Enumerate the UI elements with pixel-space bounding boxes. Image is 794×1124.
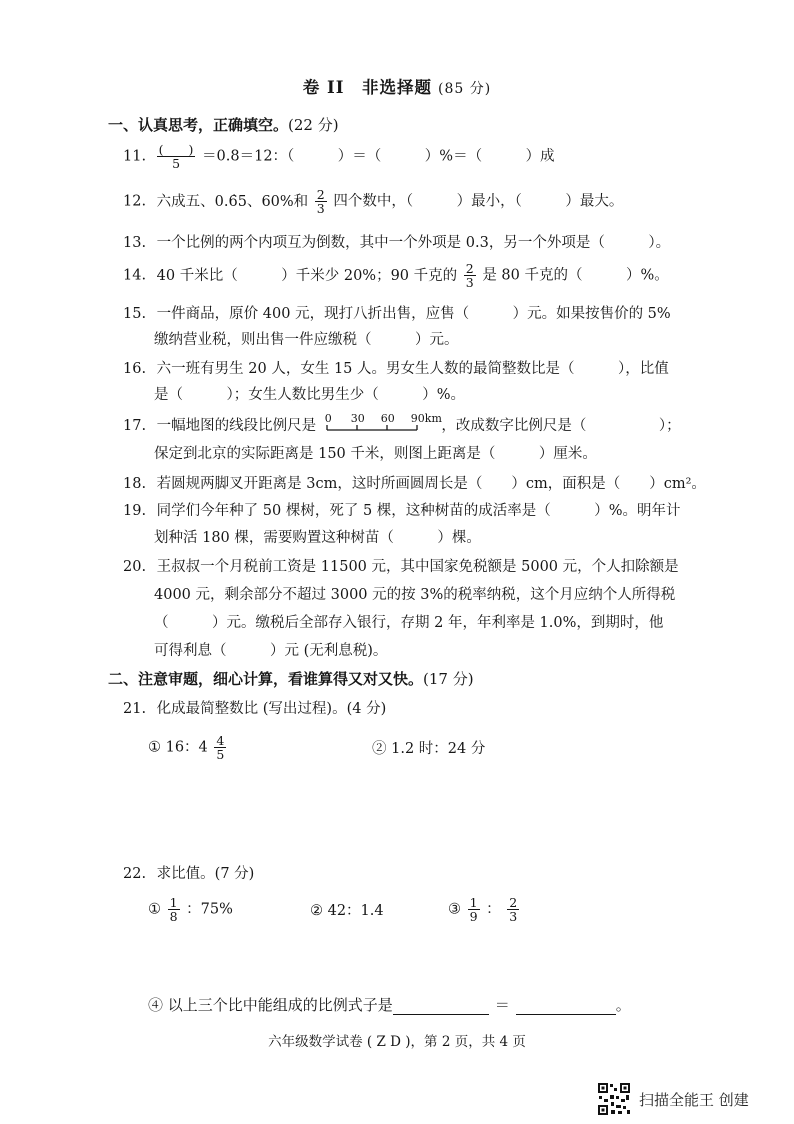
section-2-heading xyxy=(108,668,474,689)
paper-title-score: (85 分) xyxy=(437,81,492,97)
fraction-numerator: 2 xyxy=(465,261,474,276)
fraction-denominator: 5 xyxy=(172,156,181,171)
fraction-numerator: ( ) xyxy=(158,142,194,157)
question-22-part-3 xyxy=(448,896,521,923)
fraction-denominator: 3 xyxy=(465,275,474,290)
paper-title-text: 卷 II 非选择题 xyxy=(302,78,432,97)
question-number: 17. xyxy=(123,418,147,434)
fraction xyxy=(157,143,196,170)
answer-blank[interactable] xyxy=(516,996,616,1015)
question-12 xyxy=(123,188,623,215)
question-text: 4000 元，剩余部分不超过 3000 元的按 3%的税率纳税，这个月应纳个人所得税 xyxy=(154,587,676,603)
page-footer: 六年级数学试卷 ( Z D )，第 2 页，共 4 页 xyxy=(268,1034,526,1050)
fraction xyxy=(168,896,180,923)
section-2-score: (17 分) xyxy=(423,670,474,688)
period: 。 xyxy=(615,996,631,1014)
line-scale-bar xyxy=(324,412,442,437)
scanner-watermark xyxy=(597,1082,749,1116)
paper-title xyxy=(0,74,794,98)
fraction-denominator: 3 xyxy=(316,201,325,216)
question-21-part-2 xyxy=(372,737,485,758)
question-text: 40 千米比（ ）千米少 20%；90 千克的 xyxy=(156,267,458,284)
question-15 xyxy=(123,302,671,323)
ratio-colon: ： xyxy=(486,901,501,918)
question-text: 同学们今年种了 50 棵树，死了 5 棵，这种树苗的成活率是（ ）%。明年计 xyxy=(156,503,681,519)
section-1-heading xyxy=(108,114,339,135)
section-1-label: 一、认真思考，正确填空。 xyxy=(108,116,289,134)
fraction-denominator: 9 xyxy=(469,909,478,924)
item-marker: ③ xyxy=(448,901,461,918)
qr-code-icon xyxy=(597,1082,631,1116)
fraction-denominator: 5 xyxy=(216,747,225,762)
question-text: 可得利息（ ）元 (无利息税)。 xyxy=(154,643,388,659)
watermark-text: 扫描全能王 创建 xyxy=(639,1090,749,1109)
section-1-score: (22 分) xyxy=(288,116,339,134)
scale-tick-label: 90km xyxy=(410,412,442,425)
question-text: 一件商品，原价 400 元，现打八折出售，应售（ ）元。如果按售价的 5% xyxy=(156,306,671,322)
fraction xyxy=(315,188,327,215)
question-text: ＝0.8＝12：（ ）＝（ ）%＝（ ）成 xyxy=(202,148,555,165)
question-text: 若圆规两脚叉开距离是 3cm，这时所画圆周长是（ ）cm，面积是（ ）cm²。 xyxy=(156,476,706,492)
question-number: 18. xyxy=(123,476,147,492)
question-20 xyxy=(123,555,679,576)
question-text: 王叔叔一个月税前工资是 11500 元，其中国家免税额是 5000 元，个人扣除额是 xyxy=(156,559,679,575)
section-2-label: 二、注意审题，细心计算，看谁算得又对又快。 xyxy=(108,670,424,688)
fraction-numerator: 1 xyxy=(169,895,178,910)
fraction xyxy=(507,896,519,923)
question-text: ② 42：1.4 xyxy=(310,903,384,919)
question-text: ④ 以上三个比中能组成的比例式子是 xyxy=(148,996,393,1014)
question-16 xyxy=(123,357,669,378)
question-number: 22. xyxy=(123,866,147,882)
question-22-part-2 xyxy=(310,899,384,920)
question-text: ：75% xyxy=(186,901,233,918)
question-number: 21. xyxy=(123,701,147,717)
question-20-line-2 xyxy=(154,583,675,604)
question-19-line-2 xyxy=(154,526,481,547)
question-22-part-1 xyxy=(148,896,233,923)
question-13 xyxy=(123,231,670,252)
question-text: 六一班有男生 20 人，女生 15 人。男女生人数的最简整数比是（ ），比值 xyxy=(156,361,669,377)
fraction xyxy=(214,734,226,761)
question-text: 一个比例的两个内项互为倒数，其中一个外项是 0.3，另一个外项是（ ）。 xyxy=(156,235,671,251)
question-number: 13. xyxy=(123,235,147,251)
question-15-line-2 xyxy=(154,328,459,349)
fraction-denominator: 3 xyxy=(509,909,518,924)
answer-blank[interactable] xyxy=(393,996,489,1015)
question-text: 缴纳营业税，则出售一件应缴税（ ）元。 xyxy=(154,332,459,348)
question-18 xyxy=(123,472,706,493)
item-marker: ① xyxy=(148,901,161,918)
fraction xyxy=(464,262,476,289)
fraction-numerator: 4 xyxy=(216,733,225,748)
question-21 xyxy=(123,697,386,718)
question-16-line-2 xyxy=(154,383,465,404)
question-text: ② 1.2 时：24 分 xyxy=(372,741,486,757)
fraction-denominator: 8 xyxy=(169,909,178,924)
question-number: 19. xyxy=(123,503,147,519)
question-22-part-4 xyxy=(148,994,631,1015)
question-text: 化成最简整数比 (写出过程)。(4 分) xyxy=(156,701,387,717)
question-21-part-1 xyxy=(148,734,228,761)
question-text: 四个数中，（ ）最小，（ ）最大。 xyxy=(333,193,624,210)
question-text: 是（ ）；女生人数比男生少（ ）%。 xyxy=(154,387,466,403)
scale-tick-label: 0 xyxy=(324,412,332,425)
fraction-numerator: 2 xyxy=(509,895,518,910)
question-11 xyxy=(123,143,555,170)
question-19 xyxy=(123,499,681,520)
question-number: 14. xyxy=(123,267,147,284)
question-17-line-2 xyxy=(154,442,597,463)
equals-sign: ＝ xyxy=(494,996,510,1014)
question-text: 是 80 千克的（ ）%。 xyxy=(482,267,669,284)
question-text: ，改成数字比例尺是（ ）； xyxy=(441,418,681,434)
question-number: 11. xyxy=(123,148,147,165)
question-22 xyxy=(123,862,254,883)
question-text: ① 16：4 xyxy=(148,739,208,756)
fraction-numerator: 1 xyxy=(469,895,478,910)
question-number: 12. xyxy=(123,193,147,210)
question-14 xyxy=(123,262,669,289)
scale-tick-label: 60 xyxy=(380,412,395,425)
question-text: 保定到北京的实际距离是 150 千米，则图上距离是（ ）厘米。 xyxy=(154,446,597,462)
question-20-line-3 xyxy=(154,611,663,632)
scale-tick-label: 30 xyxy=(350,412,365,425)
question-text: 求比值。(7 分) xyxy=(156,866,255,882)
question-text: （ ）元。缴税后全部存入银行，存期 2 年，年利率是 1.0%，到期时，他 xyxy=(154,615,664,631)
question-17 xyxy=(123,414,681,437)
question-text: 一幅地图的线段比例尺是 xyxy=(156,418,317,434)
question-number: 20. xyxy=(123,559,147,575)
fraction-numerator: 2 xyxy=(316,187,325,202)
question-text: 六成五、0.6̇5、60%和 xyxy=(156,193,309,210)
question-20-line-4 xyxy=(154,639,387,660)
question-text: 划种活 180 棵，需要购置这种树苗（ ）棵。 xyxy=(154,530,481,546)
question-number: 15. xyxy=(123,306,147,322)
question-number: 16. xyxy=(123,361,147,377)
fraction xyxy=(468,896,480,923)
